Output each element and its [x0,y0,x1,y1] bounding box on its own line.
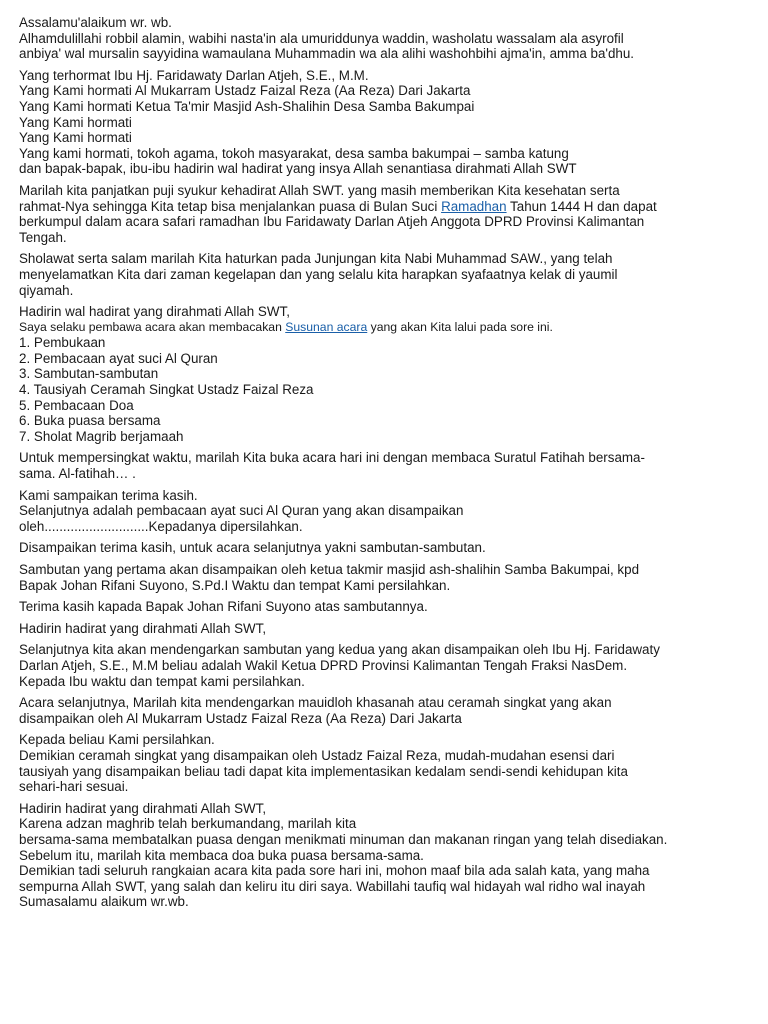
fatihah-line-1: Untuk mempersingkat waktu, marilah Kita buka acara hari ini dengan membaca Suratul Fatihah bersama- [19,450,645,466]
thanks-line: Kami sampaikan terima kasih. [19,487,198,503]
quran-line-1: Selanjutnya adalah pembacaan ayat suci Al Quran yang akan disampaikan [19,503,464,519]
sholawat-line-1: Sholawat serta salam marilah Kita haturkan pada Junjungan kita Nabi Muhammad SAW., yang telah [19,251,613,267]
honorific-line-4: Yang Kami hormati [19,114,132,130]
closing-salam-line: Sumasalamu alaikum wr.wb. [19,894,189,910]
greeting-line: Assalamu'alaikum wr. wb. [19,15,172,30]
opening-prayer-line-1: Alhamdulillahi robbil alamin, wabihi nasta'in ala umuriddunya waddin, washolatu wassalam ala asyrofil [19,30,624,46]
sambutan-first-line-1: Sambutan yang pertama akan disampaikan oleh ketua takmir masjid ash-shalihin Samba Bakumpai, kpd [19,562,640,577]
honorific-line-1: Yang terhormat Ibu Hj. Faridawaty Darlan Atjeh, S.E., M.M. [19,67,369,83]
ceramah-closing-line-2: tausiyah yang disampaikan beliau tadi dapat kita implementasikan kedalam sendi-sendi kehidupan kita [19,763,628,779]
gratitude-line-2 [19,199,754,215]
fatihah-line-2: sama. Al-fatihah… . [19,466,136,482]
iftar-line-1: Karena adzan maghrib telah berkumandang, marilah kita [19,816,357,832]
honorific-line-2: Yang Kami hormati Al Mukarram Ustadz Faizal Reza (Aa Reza) Dari Jakarta [19,83,471,99]
quran-line-2: oleh............................Kepadanya dipersilahkan. [19,518,303,534]
gratitude-line-1: Marilah kita panjatkan puji syukur kehadirat Allah SWT. yang masih memberikan Kita kesehatan serta [19,182,620,198]
honorific-line-3: Yang Kami hormati Ketua Ta'mir Masjid Ash-Shalihin Desa Samba Bakumpai [19,98,475,114]
sholawat-line-3: qiyamah. [19,282,74,298]
address-line: Hadirin wal hadirat yang dirahmati Allah SWT, [19,304,290,320]
address-line-3: Hadirin hadirat yang dirahmati Allah SWT, [19,800,267,816]
ceramah-line-1: Acara selanjutnya, Marilah kita mendengarkan mauidloh khasanah atau ceramah singkat yang akan [19,695,612,711]
address-line-2: Hadirin hadirat yang dirahmati Allah SWT, [19,620,267,636]
sambutan-second-line-1: Selanjutnya kita akan mendengarkan sambutan yang kedua yang akan disampaikan oleh Ibu Hj. Faridawaty [19,642,660,658]
iftar-line-2: bersama-sama membatalkan puasa dengan menikmati minuman dan makanan ringan yang telah disediakan. [19,831,668,847]
agenda-item: 6. Buka puasa bersama [19,413,161,429]
gratitude-line-3: berkumpul dalam acara safari ramadhan Ibu Faridawaty Darlan Atjeh Anggota DPRD Provinsi Kalimantan [19,214,645,230]
gratitude-text-a: rahmat-Nya sehingga Kita tetap bisa menjalankan puasa di Bulan Suci [19,198,442,214]
gratitude-text-b: Tahun 1444 H dan dapat [506,198,657,214]
closing-line-1: Demikian tadi seluruh rangkaian acara kita pada sore hari ini, mohon maaf bila ada salah kata, yang maha [19,863,650,879]
sambutan-first-line-2: Bapak Johan Rifani Suyono, S.Pd.I Waktu dan tempat Kami persilahkan. [19,577,451,593]
iftar-line-3: Sebelum itu, marilah kita membaca doa buka puasa bersama-sama. [19,847,424,863]
agenda-item: 7. Sholat Magrib berjamaah [19,428,184,444]
ceramah-invite-line: Kepada beliau Kami persilahkan. [19,732,215,748]
agenda-intro-text-a: Saya selaku pembawa acara akan membacakan [19,319,286,334]
opening-prayer-line-2: anbiya' wal mursalin sayyidina wamaulana Muhammadin wa ala alihi washohbihi ajma'in, amma ba'dhu. [19,46,635,62]
agenda-intro-text-b: yang akan Kita lalui pada sore ini. [367,319,553,334]
honorific-line-7: dan bapak-bapak, ibu-ibu hadirin wal hadirat yang insya Allah senantiasa dirahmati Allah SWT [19,161,577,177]
sambutan-intro-line: Disampaikan terima kasih, untuk acara selanjutnya yakni sambutan-sambutan. [19,540,486,556]
agenda-item: 5. Pembacaan Doa [19,397,134,413]
agenda-item: 4. Tausiyah Ceramah Singkat Ustadz Faizal Reza [19,382,314,398]
closing-line-2: sempurna Allah SWT, yang salah dan keliru itu diri saya. Wabillahi taufiq wal hidayah wal ridho wal inayah [19,878,646,894]
sholawat-line-2: menyelamatkan Kita dari zaman kegelapan dan yang selalu kita harapkan syafaatnya kelak di yaumil [19,266,618,282]
gratitude-line-4: Tengah. [19,229,67,245]
honorific-line-5: Yang Kami hormati [19,130,132,146]
agenda-item: 2. Pembacaan ayat suci Al Quran [19,350,218,366]
honorific-line-6: Yang kami hormati, tokoh agama, tokoh masyarakat, desa samba bakumpai – samba katung [19,145,569,161]
sambutan-second-line-2: Darlan Atjeh, S.E., M.M beliau adalah Wakil Ketua DPRD Provinsi Kalimantan Tengah Fraksi NasDem. [19,657,628,673]
sambutan-second-line-3: Kepada Ibu waktu dan tempat kami persilahkan. [19,673,305,689]
sambutan-thanks-line: Terima kasih kapada Bapak Johan Rifani Suyono atas sambutannya. [19,599,428,615]
agenda-intro-line [19,320,754,336]
agenda-item: 1. Pembukaan [19,335,106,351]
ramadhan-link[interactable]: Ramadhan [441,198,507,214]
ceramah-closing-line-1: Demikian ceramah singkat yang disampaikan oleh Ustadz Faizal Reza, mudah-mudahan esensi dari [19,747,615,763]
ceramah-closing-line-3: sehari-hari sesuai. [19,779,129,795]
susunan-acara-link[interactable]: Susunan acara [285,319,368,334]
agenda-item: 3. Sambutan-sambutan [19,366,159,382]
ceramah-line-2: disampaikan oleh Al Mukarram Ustadz Faizal Reza (Aa Reza) Dari Jakarta [19,710,462,726]
